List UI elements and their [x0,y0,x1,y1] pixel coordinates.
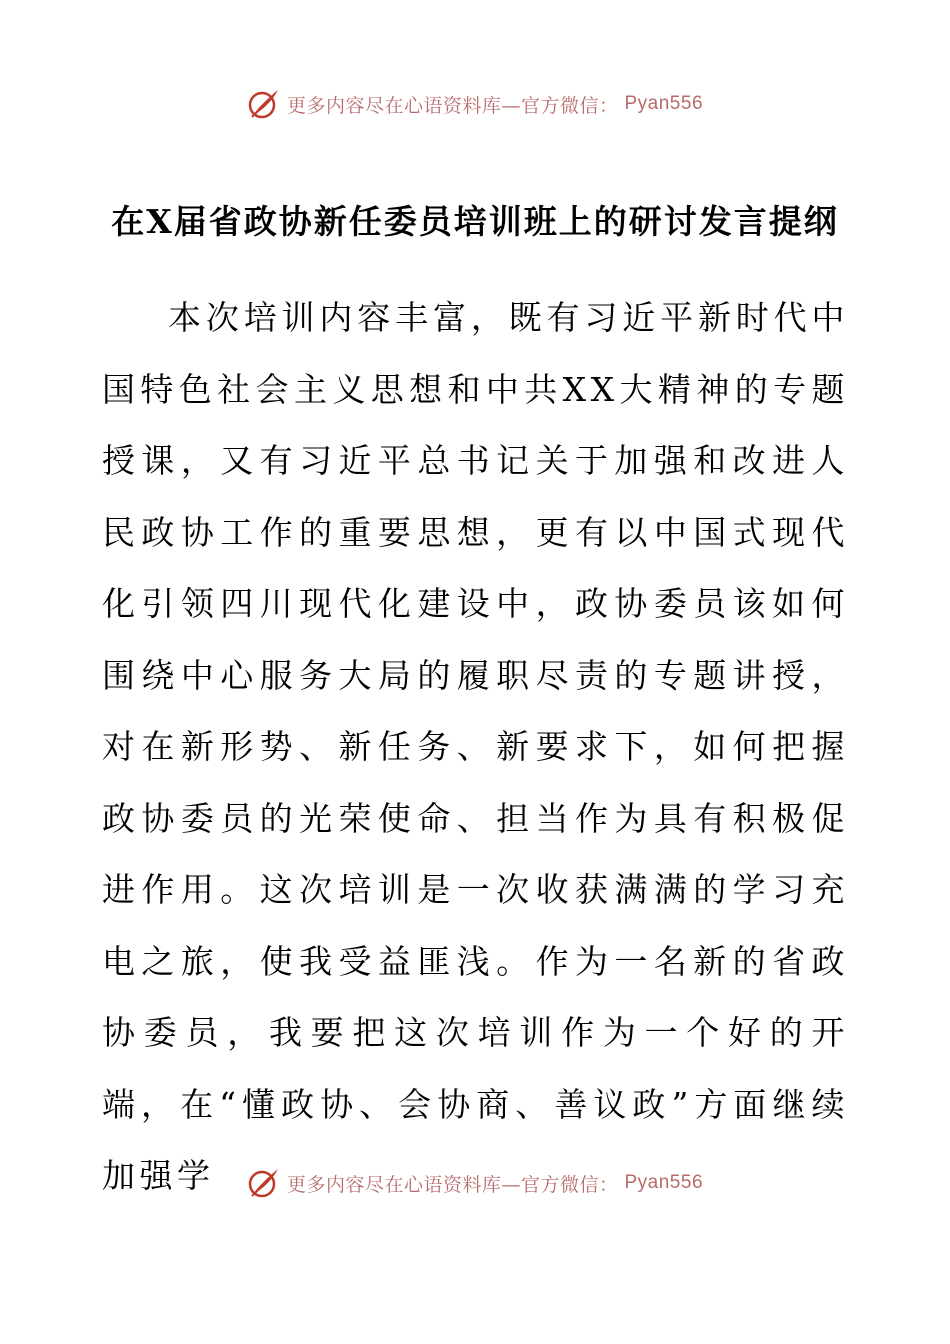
document-title: 在X届省政协新任委员培训班上的研讨发言提纲 [111,202,839,241]
quill-pen-logo-icon [247,1166,281,1200]
document-paragraph: 本次培训内容丰富，既有习近平新时代中国特色社会主义思想和中共XX大精神的专题授课，又有习近平总书记关于加强和改进人民政协工作的重要思想，更有以中国式现代化引领四川现代化建设中，政协委员该如何围绕中心服务大局的履职尽责的专题讲授，对在新形势、新任务、新要求下，如何把握政协委员的光荣使命、担当作为具有积极促进作用。这次培训是一次收获满满的学习充电之旅，使我受益匪浅。作为一名新的省政协委员，我要把这次培训作为一个好的开端，在“懂政协、会协商、善议政”方面继续加强学 [102,298,849,1195]
footer-banner-text: 更多内容尽在心语资料库—官方微信： [286,1173,619,1196]
header-banner-text: 更多内容尽在心语资料库—官方微信： [286,94,619,117]
header-banner [0,84,950,124]
footer-wechat-id: Pyan556 [624,1172,704,1193]
header-wechat-id: Pyan556 [624,93,704,114]
quill-pen-logo-icon [247,87,281,121]
footer-banner [0,1163,950,1203]
